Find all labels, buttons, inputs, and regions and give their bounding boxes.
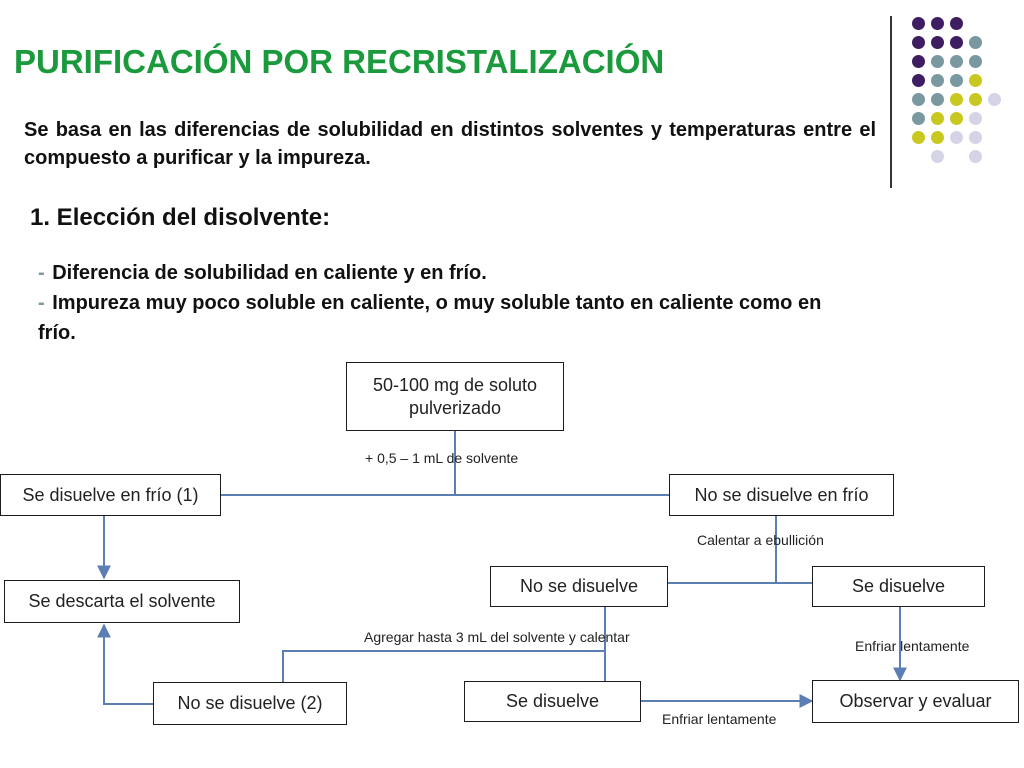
section-heading: 1. Elección del disolvente: [30, 204, 331, 231]
node-start-sample: 50-100 mg de soluto pulverizado [346, 362, 564, 431]
intro-paragraph: Se basa en las diferencias de solubilidad en distintos solventes y temperaturas entre el compuesto a purificar y la impureza. [24, 119, 876, 169]
bullet-text: Diferencia de solubilidad en caliente y en frío. [52, 262, 487, 284]
node-dissolves-cold: Se disuelve en frío (1) [0, 474, 221, 516]
bullet-text: Impureza muy poco soluble en caliente, o muy soluble tanto en caliente como en frío. [38, 292, 822, 344]
node-observe-evaluate: Observar y evaluar [812, 680, 1019, 723]
node-dissolves-hot: Se disuelve [812, 566, 985, 607]
edge-label-cool-slowly-right: Enfriar lentamente [855, 638, 970, 654]
node-not-dissolves-cold: No se disuelve en frío [669, 474, 894, 516]
node-dissolves-after-heating: Se disuelve [464, 681, 641, 722]
edge-label-add-more-solvent: Agregar hasta 3 mL del solvente y calentar [364, 629, 630, 645]
edge-label-add-solvent: + 0,5 – 1 mL de solvente [365, 450, 519, 466]
edge-label-cool-slowly-bottom: Enfriar lentamente [662, 711, 777, 727]
node-discard-solvent: Se descarta el solvente [4, 580, 240, 623]
node-not-dissolves-hot: No se disuelve [490, 566, 668, 607]
bullet-dash: - [38, 292, 45, 314]
edge-label-heat-boil: Calentar a ebullición [697, 532, 824, 548]
node-not-dissolves-2: No se disuelve (2) [153, 682, 347, 725]
connector-add-more-branch [283, 651, 605, 682]
connector-retry-to-discard [104, 625, 153, 704]
page-title: PURIFICACIÓN POR RECRISTALIZACIÓN [14, 43, 665, 80]
bullet-dash: - [38, 262, 45, 284]
